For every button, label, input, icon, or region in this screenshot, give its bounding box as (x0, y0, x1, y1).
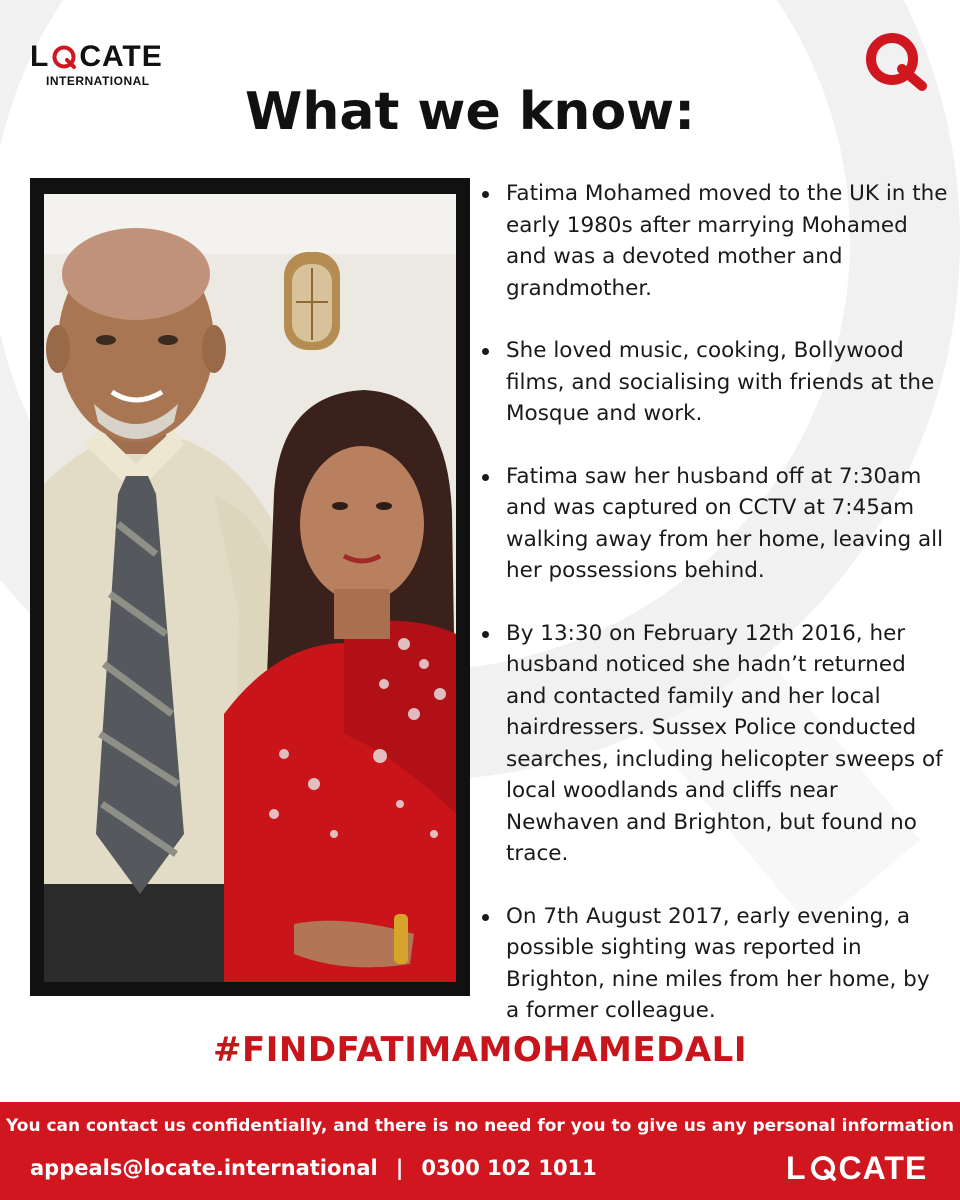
email-link[interactable]: appeals@locate.international (30, 1156, 378, 1180)
list-item: Fatima saw her husband off at 7:30am and was captured on CCTV at 7:45am walking away from her home, leaving all her possessions behind. (478, 461, 948, 587)
list-item: On 7th August 2017, early evening, a possible sighting was reported in Brighton, nine miles from her home, by a former colleague. (478, 901, 948, 1027)
list-item: By 13:30 on February 12th 2016, her husband noticed she hadn’t returned and contacted family and her local hairdressers. Sussex Police conducted searches, including helicopter sweeps of local woodlands and cliffs near Newhaven and Brighton, but found no trace. (478, 618, 948, 870)
wall-ornament (284, 252, 340, 350)
hashtag: #FINDFATIMAMOHAMEDALI (213, 1030, 747, 1070)
footer (0, 1102, 960, 1200)
contact-line (30, 1156, 597, 1180)
logo-subtitle: INTERNATIONAL (46, 74, 150, 88)
footer-logo-q-icon (809, 1154, 837, 1182)
confidentiality-note: You can contact us confidentially, and there is no need for you to give us any personal information (6, 1116, 954, 1136)
footer-logo-letter-l: L (786, 1150, 807, 1186)
list-item: Fatima Mohamed moved to the UK in the early 1980s after marrying Mohamed and was a devoted mother and grandmother. (478, 178, 948, 304)
footer-logo-letters-cate: CATE (838, 1150, 928, 1186)
photo-frame (30, 178, 470, 996)
facts-list (478, 178, 948, 1058)
logo-letter-l: L (30, 40, 50, 73)
page-title: What we know: (245, 82, 695, 142)
list-item: She loved music, cooking, Bollywood films, and socialising with friends at the Mosque and work. (478, 335, 948, 430)
photo (44, 194, 456, 982)
logo-letters-cate: CATE (79, 40, 163, 73)
logo-q-icon (51, 44, 77, 70)
contact-separator: | (395, 1156, 404, 1180)
photo-illustration (44, 194, 456, 982)
phone-link[interactable]: 0300 102 1011 (421, 1156, 597, 1180)
footer-locate-logo (786, 1152, 927, 1184)
